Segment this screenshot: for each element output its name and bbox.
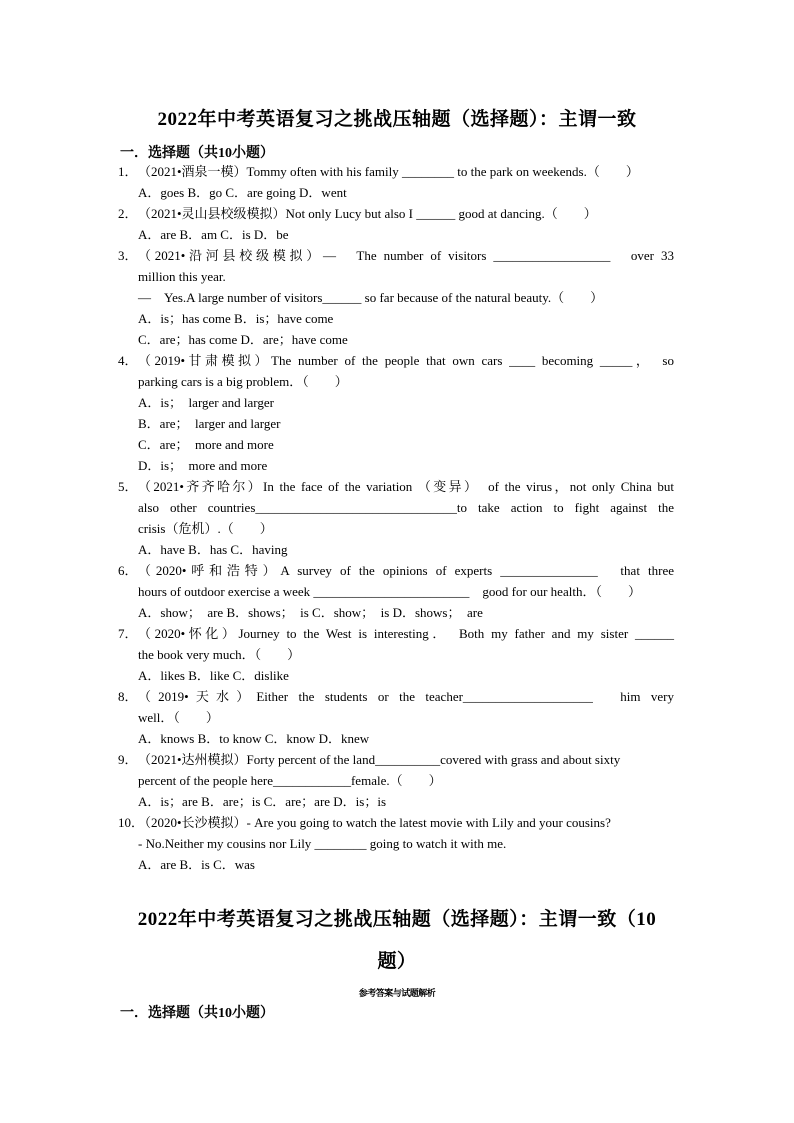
answer-title: 2022年中考英语复习之挑战压轴题（选择题）：主谓一致（10 [137,909,657,930]
question-line: crisis（危机）.（ ） [138,521,273,536]
question-number: 2． [118,206,138,221]
question-number: 4． [118,353,138,368]
question-line: （2021•达州模拟）Forty percent of the land__________covered with grass and about sixty [138,752,621,767]
answer-options: A．show； are B．shows； is C．show； is D．shows； are [138,605,483,620]
question-line: （2021•齐齐哈尔）In the face of the variation （变异） of the virus，not only China but [138,479,674,494]
question-line: （2019•天水）Either the students or the teacher____________________ him very [138,689,674,704]
answer-options: C．are； more and more [138,437,274,452]
answer-options: A．have B．has C．having [138,542,288,557]
question-line: （2020•长沙模拟）- Are you going to watch the latest movie with Lily and your cousins? [138,815,611,830]
question-line: also other countries_______________________________to take action to fight against the [138,500,674,515]
question-line: percent of the people here____________female.（ ） [138,773,442,788]
question-number: 9． [118,752,138,767]
answer-subtitle: 参考答案与试题解析 [358,988,436,998]
answer-options: A．is；has come B．is；have come [138,311,334,326]
question-line: （2021•酒泉一模）Tommy often with his family ________ to the park on weekends.（ ） [138,164,639,179]
question-number: 6． [118,563,138,578]
answer-options: A．knows B．to know C．know D．knew [138,731,370,746]
answer-options: A．goes B．go C．are going D．went [138,185,347,200]
answer-options: B．are； larger and larger [138,416,281,431]
question-number: 5． [118,479,138,494]
section-heading: 一．选择题（共10小题） [120,146,274,161]
question-line: - No.Neither my cousins nor Lily ________ going to watch it with me. [138,836,507,851]
question-line: （2020•怀化）Journey to the West is interesting． Both my father and my sister ______ [138,626,674,641]
answer-options: C．are；has come D．are；have come [138,332,348,347]
question-line: — Yes.A large number of visitors______ so far because of the natural beauty.（ ） [138,290,604,305]
document-title: 2022年中考英语复习之挑战压轴题（选择题）：主谓一致 [157,109,637,130]
question-line: （2019•甘肃模拟）The number of the people that own cars ____ becoming _____， so [138,353,674,368]
answer-options: A．is； larger and larger [138,395,274,410]
question-number: 3． [118,248,138,263]
question-number: 1． [118,164,138,179]
question-line: （2021•沿河县校级模拟）— The number of visitors __________________ over 33 [138,248,674,263]
question-line: hours of outdoor exercise a week ________________________ good for our health．（ ） [138,584,641,599]
question-line: the book very much．（ ） [138,647,301,662]
question-line: million this year. [138,269,226,284]
answer-options: A．likes B．like C．dislike [138,668,289,683]
answer-options: A．is；are B．are；is C．are；are D．is；is [138,794,387,809]
question-number: 7． [118,626,138,641]
answer-options: A．are B．is C．was [138,857,255,872]
section-heading: 一．选择题（共10小题） [120,1006,274,1021]
question-line: parking cars is a big problem．（ ） [138,374,348,389]
question-line: （2021•灵山县校级模拟）Not only Lucy but also I ______ good at dancing.（ ） [138,206,597,221]
answer-title-continued: 题） [377,951,417,972]
answer-options: D．is； more and more [138,458,268,473]
question-line: well．（ ） [138,710,219,725]
question-number: 10． [118,815,145,830]
answer-options: A．are B．am C．is D．be [138,227,289,242]
question-number: 8． [118,689,138,704]
question-line: （2020•呼和浩特）A survey of the opinions of experts _______________ that three [138,563,674,578]
